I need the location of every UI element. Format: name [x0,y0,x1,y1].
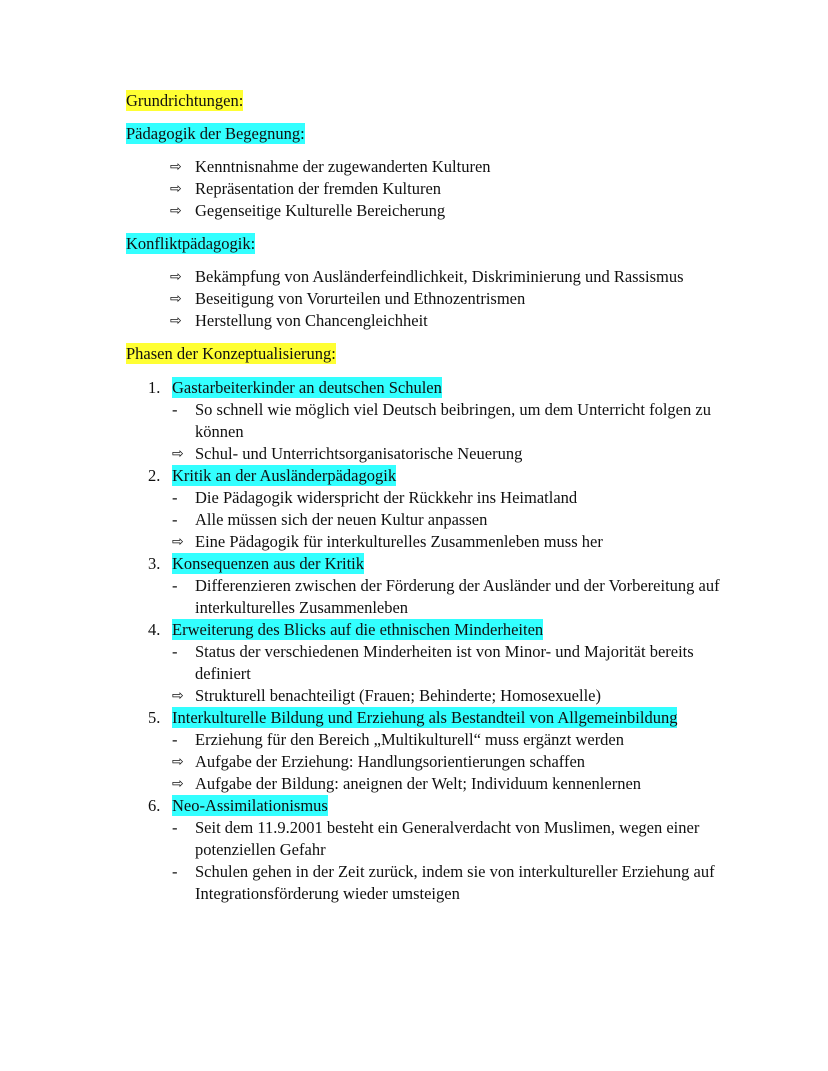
dash-bullet: - [172,400,178,419]
dash-bullet: - [172,576,178,595]
list-item: - Differenzieren zwischen der Förderung der Ausländer und der Vorbereitung auf interkulturelles Zusammenleben [172,576,720,617]
phase-item [148,707,726,795]
list-item: - Status der verschiedenen Minderheiten ist von Minor- und Majorität bereits definiert [172,642,694,683]
list-item: ⇨ Eine Pädagogik für interkulturelles Zusammenleben muss her [172,532,603,551]
phase-number: 5. [148,708,161,727]
arrow-icon: ⇨ [172,534,184,550]
phase-item [148,795,726,905]
phase-sub-list [172,641,726,707]
dash-bullet: - [172,510,178,529]
phase-item [148,619,726,707]
arrow-icon: ⇨ [170,159,182,175]
list-item: - So schnell wie möglich viel Deutsch beibringen, um dem Unterricht folgen zu können [172,400,711,441]
arrow-icon: ⇨ [170,203,182,219]
list-item: - Seit dem 11.9.2001 besteht ein Generalverdacht von Muslimen, wegen einer potenziellen Gefahr [172,818,700,859]
heading-grundrichtungen [126,90,726,112]
list-item: - Schulen gehen in der Zeit zurück, indem sie von interkultureller Erziehung auf Integrationsförderung wieder umsteigen [172,862,715,903]
arrow-icon: ⇨ [170,313,182,329]
list-item: ⇨ Repräsentation der fremden Kulturen [170,179,442,198]
begegnung-list [126,156,726,222]
heading-konflikt [126,233,726,255]
dash-bullet: - [172,730,178,749]
phase-sub-list [172,399,726,465]
list-item: ⇨ Schul- und Unterrichtsorganisatorische Neuerung [172,444,523,463]
phase-title: Erweiterung des Blicks auf die ethnischen Minderheiten [172,620,544,639]
document-page [126,90,726,905]
highlight-cyan: Pädagogik der Begegnung: [126,124,305,143]
phase-sub-list [172,817,726,905]
dash-bullet: - [172,862,178,881]
phase-item [148,377,726,465]
list-item: ⇨ Kenntnisnahme der zugewanderten Kulturen [170,157,491,176]
phase-sub-list [172,575,726,619]
phase-item [148,553,726,619]
highlight-yellow: Grundrichtungen: [126,91,244,110]
dash-bullet: - [172,818,178,837]
highlight-cyan: Konfliktpädagogik: [126,234,256,253]
heading-begegnung [126,123,726,145]
list-item: ⇨ Aufgabe der Erziehung: Handlungsorientierungen schaffen [172,752,586,771]
phase-item [148,465,726,553]
list-item: ⇨ Bekämpfung von Ausländerfeindlichkeit, Diskriminierung und Rassismus [170,267,684,286]
list-item: ⇨ Beseitigung von Vorurteilen und Ethnozentrismen [170,289,526,308]
phase-number: 1. [148,378,161,397]
arrow-icon: ⇨ [172,446,184,462]
list-item: - Die Pädagogik widerspricht der Rückkehr ins Heimatland [172,488,578,507]
list-item: - Alle müssen sich der neuen Kultur anpassen [172,510,488,529]
phases-list [126,377,726,905]
konflikt-list [126,266,726,332]
phase-number: 6. [148,796,161,815]
phase-title: Kritik an der Ausländerpädagogik [172,466,397,485]
phase-title: Konsequenzen aus der Kritik [172,554,364,573]
arrow-icon: ⇨ [172,776,184,792]
list-item: ⇨ Herstellung von Chancengleichheit [170,311,428,330]
list-item: ⇨ Gegenseitige Kulturelle Bereicherung [170,201,446,220]
dash-bullet: - [172,642,178,661]
phase-number: 2. [148,466,161,485]
arrow-icon: ⇨ [172,754,184,770]
arrow-icon: ⇨ [170,291,182,307]
phase-sub-list [172,729,726,795]
arrow-icon: ⇨ [170,181,182,197]
list-item: - Erziehung für den Bereich „Multikulturell“ muss ergänzt werden [172,730,625,749]
phase-title: Gastarbeiterkinder an deutschen Schulen [172,378,442,397]
phase-title: Interkulturelle Bildung und Erziehung als Bestandteil von Allgemeinbildung [172,708,678,727]
heading-phasen [126,343,726,365]
phase-title: Neo-Assimilationismus [172,796,328,815]
arrow-icon: ⇨ [172,688,184,704]
phase-number: 4. [148,620,161,639]
phase-number: 3. [148,554,161,573]
phase-sub-list [172,487,726,553]
list-item: ⇨ Strukturell benachteiligt (Frauen; Behinderte; Homosexuelle) [172,686,601,705]
dash-bullet: - [172,488,178,507]
arrow-icon: ⇨ [170,269,182,285]
highlight-yellow: Phasen der Konzeptualisierung: [126,344,336,363]
list-item: ⇨ Aufgabe der Bildung: aneignen der Welt; Individuum kennenlernen [172,774,642,793]
